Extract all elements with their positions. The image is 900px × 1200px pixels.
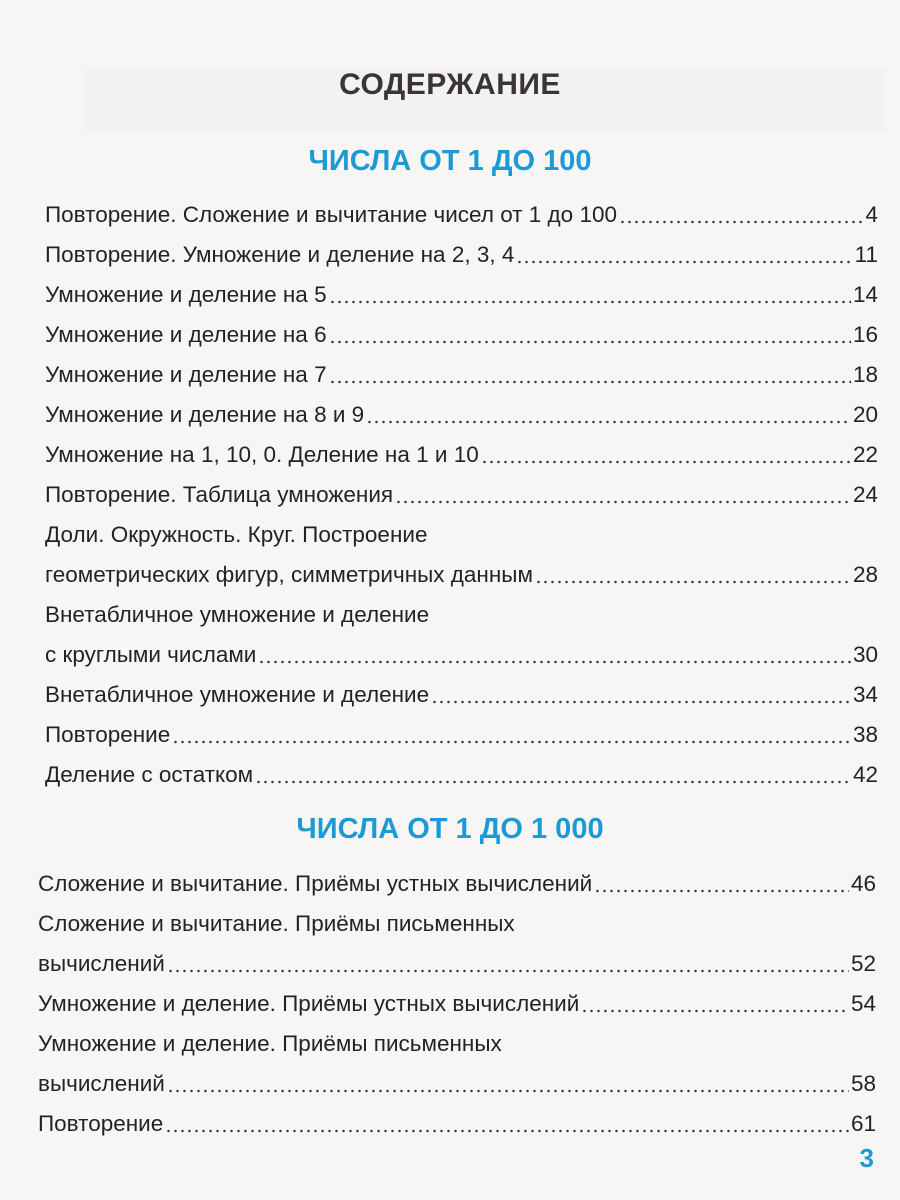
toc-entry-line xyxy=(45,355,878,395)
toc-entry-title: Умножение и деление. Приёмы письменных xyxy=(38,1031,502,1056)
toc-entry[interactable] xyxy=(38,864,876,904)
toc-entry-line xyxy=(38,1024,876,1064)
toc-page-number: 28 xyxy=(852,562,878,587)
toc-entry-title: Сложение и вычитание. Приёмы письменных xyxy=(38,911,515,936)
toc-page-number: 52 xyxy=(850,951,876,976)
toc-entry-title: Внетабличное умножение и деление xyxy=(45,682,430,707)
toc-entry-title: Умножение и деление на 6 xyxy=(45,322,327,347)
toc-entry-title: Доли. Окружность. Круг. Построение xyxy=(45,522,428,547)
toc-page-number: 16 xyxy=(852,322,878,347)
toc-entry-line xyxy=(38,1104,876,1144)
toc-entry[interactable] xyxy=(45,755,878,795)
toc-entry-line xyxy=(45,715,878,755)
dot-leader xyxy=(594,889,849,893)
dot-leader xyxy=(172,740,851,744)
toc-entry-title: Повторение xyxy=(45,722,171,747)
toc-entry[interactable] xyxy=(38,1024,876,1104)
dot-leader xyxy=(329,380,851,384)
toc-entry-title: вычислений xyxy=(38,951,165,976)
toc-page-number: 4 xyxy=(865,202,878,227)
toc-entry-title: Деление с остатком xyxy=(45,762,254,787)
toc-entry-title: Умножение на 1, 10, 0. Деление на 1 и 10 xyxy=(45,442,479,467)
toc-page-number: 11 xyxy=(854,242,878,267)
toc-entry[interactable] xyxy=(45,715,878,755)
toc-entry-line xyxy=(45,235,878,275)
toc-page-number: 58 xyxy=(850,1071,876,1096)
toc-page-number: 54 xyxy=(850,991,876,1016)
toc-entry-title: Умножение и деление на 8 и 9 xyxy=(45,402,365,427)
toc-entry-title: Умножение и деление. Приёмы устных вычислений xyxy=(38,991,580,1016)
toc-entry-line xyxy=(45,195,878,235)
toc-page-number: 34 xyxy=(852,682,878,707)
toc-entry[interactable] xyxy=(38,904,876,984)
toc-entry-title: вычислений xyxy=(38,1071,165,1096)
toc-page-number: 14 xyxy=(852,282,878,307)
toc-entry[interactable] xyxy=(45,515,878,595)
toc-entry-line xyxy=(45,635,878,675)
toc-entry-line xyxy=(45,435,878,475)
dot-leader xyxy=(395,500,851,504)
toc-entry[interactable] xyxy=(45,395,878,435)
toc-entry[interactable] xyxy=(45,235,878,275)
dot-leader xyxy=(581,1009,849,1013)
toc-entry[interactable] xyxy=(45,315,878,355)
toc-entry-title: Внетабличное умножение и деление xyxy=(45,602,430,627)
dot-leader xyxy=(516,260,852,264)
toc-entry-line xyxy=(45,475,878,515)
toc-entry[interactable] xyxy=(45,435,878,475)
toc-entry[interactable] xyxy=(45,275,878,315)
toc-entry-line xyxy=(38,984,876,1024)
dot-leader xyxy=(255,780,851,784)
dot-leader xyxy=(167,969,849,973)
dot-leader xyxy=(258,660,851,664)
toc-entry-title: Повторение. Умножение и деление на 2, 3, 4 xyxy=(45,242,515,267)
toc-entry-title: Повторение xyxy=(38,1111,164,1136)
toc-entry[interactable] xyxy=(38,1104,876,1144)
toc-entry-line xyxy=(45,275,878,315)
toc-page-number: 38 xyxy=(852,722,878,747)
dot-leader xyxy=(329,300,851,304)
dot-leader xyxy=(619,220,864,224)
page-number: 3 xyxy=(859,1143,874,1173)
dot-leader xyxy=(167,1089,849,1093)
toc-page-number: 20 xyxy=(852,402,878,427)
toc-list-section-2 xyxy=(38,864,876,1144)
toc-entry-title: Повторение. Сложение и вычитание чисел от 1 до 100 xyxy=(45,202,617,227)
toc-entry-title: с круглыми числами xyxy=(45,642,257,667)
toc-entry[interactable] xyxy=(45,595,878,675)
toc-entry-line xyxy=(45,755,878,795)
dot-leader xyxy=(329,340,851,344)
toc-entry-line xyxy=(45,315,878,355)
toc-page-number: 18 xyxy=(852,362,878,387)
toc-entry[interactable] xyxy=(38,984,876,1024)
toc-page-number: 46 xyxy=(850,871,876,896)
section-heading-2: ЧИСЛА ОТ 1 ДО 1 000 xyxy=(296,813,604,845)
toc-entry-line xyxy=(45,515,878,555)
toc-page-number: 22 xyxy=(852,442,878,467)
toc-page-number: 61 xyxy=(850,1111,876,1136)
dot-leader xyxy=(366,420,851,424)
toc-entry-title: Умножение и деление на 5 xyxy=(45,282,327,307)
toc-entry[interactable] xyxy=(45,195,878,235)
toc-entry-line xyxy=(38,864,876,904)
toc-entry-line xyxy=(38,944,876,984)
toc-entry-line xyxy=(45,395,878,435)
dot-leader xyxy=(165,1129,849,1133)
toc-entry-line xyxy=(45,555,878,595)
toc-entry-line xyxy=(45,675,878,715)
toc-entry-title: Повторение. Таблица умножения xyxy=(45,482,394,507)
toc-entry-line xyxy=(38,1064,876,1104)
toc-page-number: 30 xyxy=(852,642,878,667)
toc-entry[interactable] xyxy=(45,355,878,395)
dot-leader xyxy=(431,700,851,704)
toc-entry-title: геометрических фигур, симметричных данным xyxy=(45,562,533,587)
toc-page-number: 42 xyxy=(852,762,878,787)
toc-page-number: 24 xyxy=(852,482,878,507)
page-title: СОДЕРЖАНИЕ xyxy=(339,68,561,101)
section-heading-1: ЧИСЛА ОТ 1 ДО 100 xyxy=(308,145,592,177)
toc-entry-title: Сложение и вычитание. Приёмы устных вычислений xyxy=(38,871,593,896)
toc-list-section-1 xyxy=(45,195,878,795)
toc-entry[interactable] xyxy=(45,475,878,515)
dot-leader xyxy=(535,580,851,584)
dot-leader xyxy=(481,460,851,464)
toc-entry-line xyxy=(45,595,878,635)
toc-entry[interactable] xyxy=(45,675,878,715)
toc-entry-title: Умножение и деление на 7 xyxy=(45,362,327,387)
toc-entry-line xyxy=(38,904,876,944)
